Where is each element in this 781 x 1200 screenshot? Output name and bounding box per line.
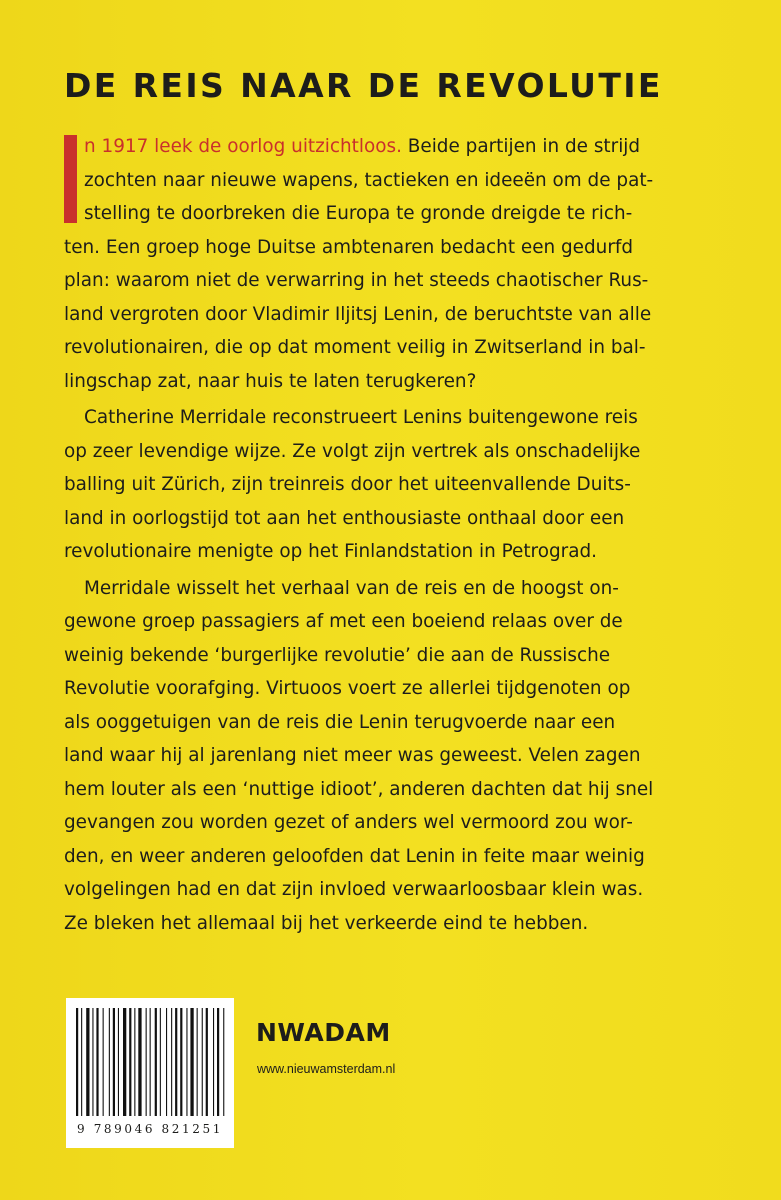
isbn-number: 9 789046 821251 bbox=[77, 1122, 223, 1136]
text-line: gevangen zou worden gezet of anders wel vermoord zou wor- bbox=[64, 812, 633, 833]
text-line: Merridale wisselt het verhaal van de reis en de hoogst on- bbox=[84, 577, 619, 599]
text-line: ten. Een groep hoge Duitse ambtenaren bedacht een gedurfd bbox=[64, 236, 634, 258]
publisher-logo bbox=[256, 1018, 391, 1047]
text-line: revolutionaire menigte op het Finlandstation in Petrograd. bbox=[64, 541, 597, 562]
text-line: land in oorlogstijd tot aan het enthousiaste onthaal door een bbox=[64, 507, 625, 529]
drop-cap-bar bbox=[64, 135, 77, 223]
text-line: land waar hij al jarenlang niet meer was geweest. Velen zagen bbox=[64, 745, 641, 766]
text-line: op zeer levendige wijze. Ze volgt zijn vertrek als onschadelijke bbox=[64, 440, 641, 462]
text-line: land vergroten door Vladimir Iljitsj Lenin, de beruchtste van alle bbox=[64, 303, 652, 325]
text-line: als ooggetuigen van de reis die Lenin terugvoerde naar een bbox=[64, 711, 616, 733]
text-line: plan: waarom niet de verwarring in het steeds chaotischer Rus- bbox=[64, 270, 649, 291]
text-line: volgelingen had en dat zijn invloed verwaarloosbaar klein was. bbox=[64, 879, 644, 900]
text-line: Catherine Merridale reconstrueert Lenins buitengewone reis bbox=[84, 407, 638, 428]
text-line: stelling te doorbreken die Europa te gronde dreigde te rich- bbox=[84, 203, 633, 224]
text-line: den, en weer anderen geloofden dat Lenin in feite maar weinig bbox=[64, 845, 645, 867]
text-line: hem louter als een ‘nuttige idioot’, anderen dachten dat hij snel bbox=[64, 778, 654, 800]
text-line: Ze bleken het allemaal bij het verkeerde eind te hebben. bbox=[64, 912, 589, 934]
book-title: DE REIS NAAR DE REVOLUTIE bbox=[64, 66, 663, 105]
text-line: lingschap zat, naar huis te laten terugkeren? bbox=[64, 370, 477, 392]
text-fragment: Beide partijen in de strijd bbox=[401, 136, 641, 157]
text-line: weinig bekende ‘burgerlijke revolutie’ die aan de Russische bbox=[64, 644, 611, 666]
publisher-url: www.nieuwamsterdam.nl bbox=[257, 1062, 396, 1076]
text-line: Revolutie voorafging. Virtuoos voert ze allerlei tijdgenoten op bbox=[64, 678, 631, 699]
publisher-logo-text: NWADAM bbox=[256, 1018, 391, 1047]
paragraph-2 bbox=[64, 401, 724, 569]
paragraph-1 bbox=[64, 130, 724, 398]
paragraph-3 bbox=[64, 572, 724, 941]
lead-in-text: n 1917 leek de oorlog uitzichtloos. bbox=[84, 136, 402, 157]
text-line: gewone groep passagiers af met een boeiend relaas over de bbox=[64, 611, 623, 632]
blurb-text bbox=[64, 130, 724, 940]
text-line: revolutionairen, die op dat moment veilig in Zwitserland in bal- bbox=[64, 337, 646, 358]
text-line: balling uit Zürich, zijn treinreis door het uiteenvallende Duits- bbox=[64, 474, 631, 495]
barcode-panel bbox=[66, 998, 234, 1148]
text-line: zochten naar nieuwe wapens, tactieken en ideeën om de pat- bbox=[84, 169, 654, 191]
text-line bbox=[64, 130, 724, 164]
barcode-image bbox=[74, 1008, 226, 1120]
